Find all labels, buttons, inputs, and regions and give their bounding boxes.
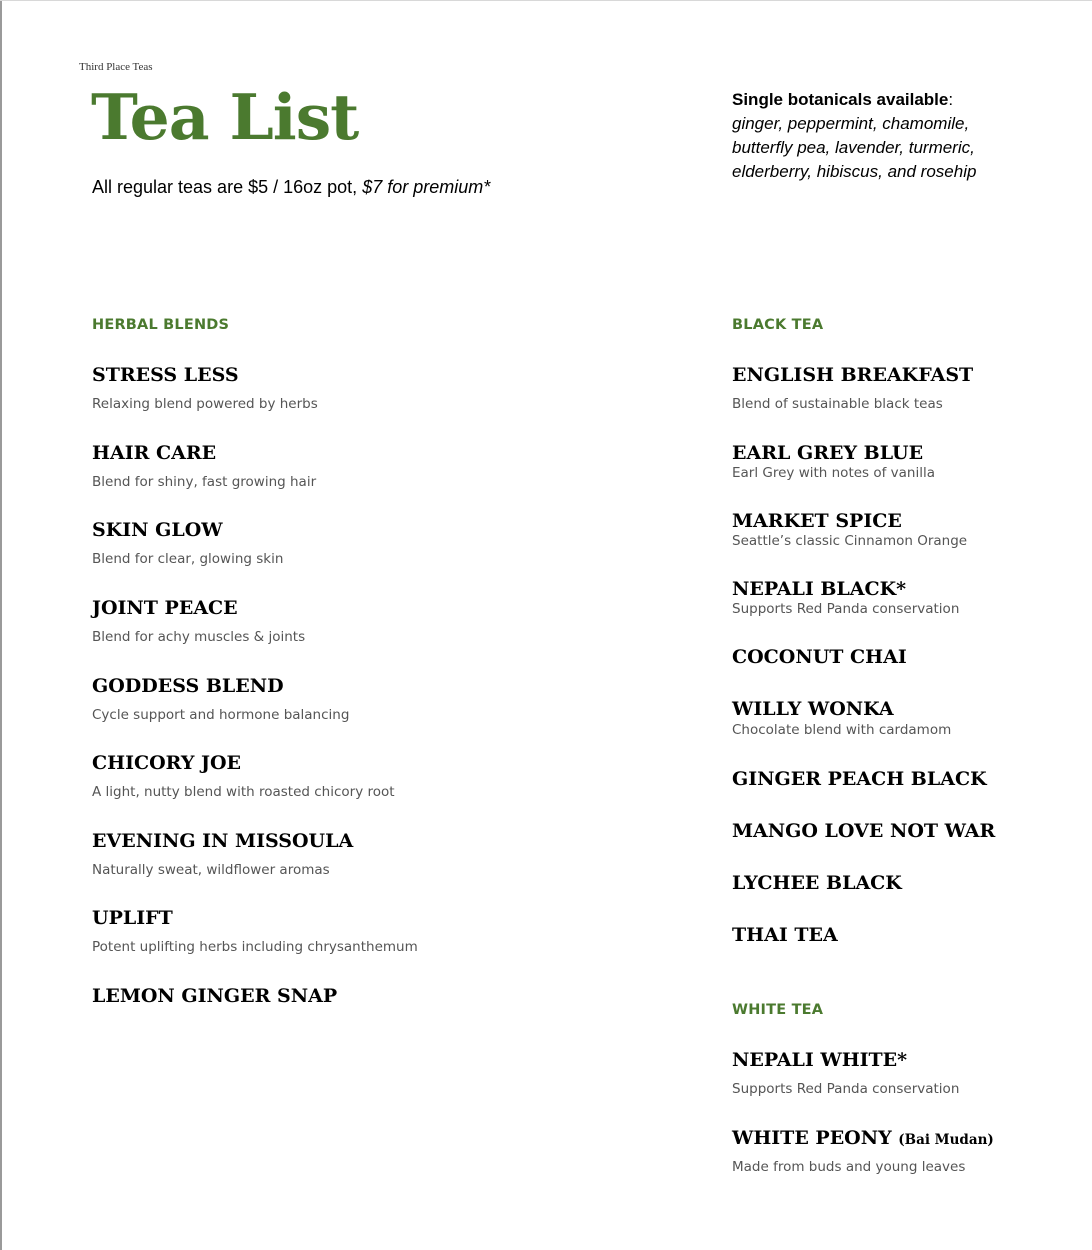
regular-price-text: All regular teas are $5 / 16oz pot, (92, 177, 358, 197)
botanicals-colon: : (948, 90, 954, 109)
tea-name: LYCHEE BLACK (732, 872, 902, 894)
tea-description: Chocolate blend with cardamom (732, 722, 952, 738)
tea-description: Relaxing blend powered by herbs (92, 396, 318, 412)
tea-description: Earl Grey with notes of vanilla (732, 465, 936, 481)
tea-name: LEMON GINGER SNAP (92, 985, 338, 1007)
tea-description: Blend for shiny, fast growing hair (92, 474, 317, 490)
tea-description: Supports Red Panda conservation (732, 1081, 960, 1097)
tea-description: Blend of sustainable black teas (732, 396, 943, 412)
tea-name-white-peony (732, 1127, 994, 1150)
tea-description: A light, nutty blend with roasted chicory root (92, 784, 395, 800)
page-left-border (0, 0, 2, 1250)
tea-description: Blend for achy muscles & joints (92, 629, 306, 645)
tea-name: JOINT PEACE (92, 597, 238, 619)
brand-name: Third Place Teas (79, 61, 153, 73)
section-title-black: BLACK TEA (732, 317, 824, 333)
tea-description: Cycle support and hormone balancing (92, 707, 350, 723)
tea-name: STRESS LESS (92, 364, 239, 386)
pricing-line (92, 177, 490, 198)
tea-name: WILLY WONKA (732, 698, 894, 720)
tea-name-note: (Bai Mudan) (898, 1132, 994, 1148)
botanicals-label: Single botanicals available (732, 90, 949, 109)
tea-description: Naturally sweat, wildflower aromas (92, 862, 330, 878)
tea-name: GODDESS BLEND (92, 675, 284, 697)
botanicals-note (732, 88, 992, 184)
tea-name: UPLIFT (92, 907, 173, 929)
tea-description: Supports Red Panda conservation (732, 601, 960, 617)
tea-description: Potent uplifting herbs including chrysanthemum (92, 939, 418, 955)
tea-name: HAIR CARE (92, 442, 217, 464)
tea-name: THAI TEA (732, 924, 838, 946)
tea-name: MARKET SPICE (732, 510, 902, 532)
tea-name: NEPALI WHITE* (732, 1049, 908, 1071)
tea-name: MANGO LOVE NOT WAR (732, 820, 996, 842)
page-top-border (0, 0, 1092, 1)
tea-name: COCONUT CHAI (732, 646, 907, 668)
botanicals-list: ginger, peppermint, chamomile, butterfly pea, lavender, turmeric, elderberry, hibiscus, and rosehip (732, 114, 977, 181)
tea-description: Made from buds and young leaves (732, 1159, 966, 1175)
tea-name: ENGLISH BREAKFAST (732, 364, 974, 386)
page-title: Tea List (91, 80, 359, 154)
tea-name: GINGER PEACH BLACK (732, 768, 987, 790)
tea-name-text: WHITE PEONY (732, 1127, 892, 1149)
tea-name: CHICORY JOE (92, 752, 242, 774)
section-title-herbal: HERBAL BLENDS (92, 317, 230, 333)
tea-name: NEPALI BLACK* (732, 578, 907, 600)
premium-price-text: $7 for premium* (362, 177, 491, 197)
tea-description: Blend for clear, glowing skin (92, 551, 284, 567)
tea-name: SKIN GLOW (92, 519, 223, 541)
section-title-white: WHITE TEA (732, 1002, 824, 1018)
tea-name: EVENING IN MISSOULA (92, 830, 354, 852)
tea-description: Seattle’s classic Cinnamon Orange (732, 533, 968, 549)
tea-name: EARL GREY BLUE (732, 442, 924, 464)
